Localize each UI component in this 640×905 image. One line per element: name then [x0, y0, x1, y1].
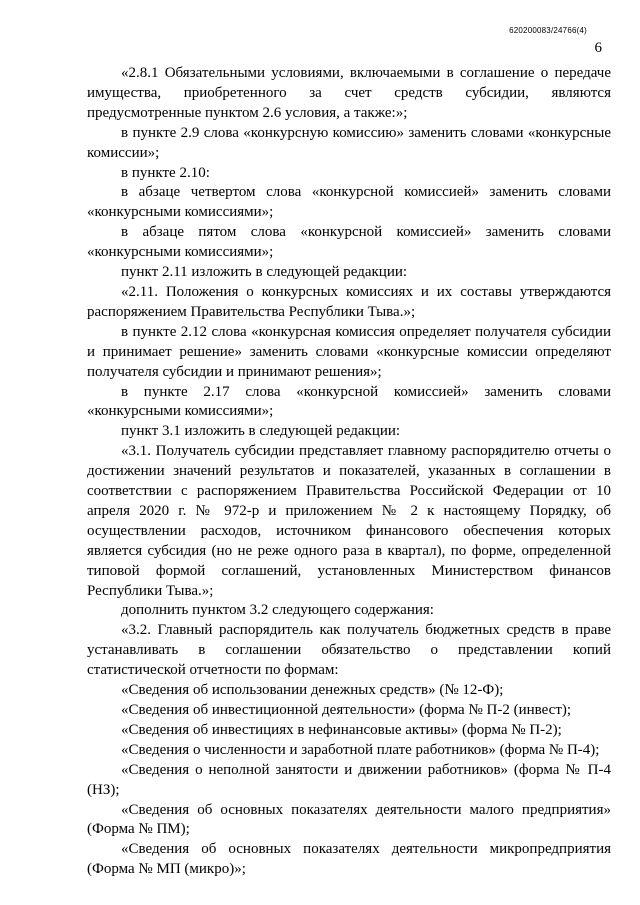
- paragraph: «3.1. Получатель субсидии представляет главному распорядителю отчеты о достижении значений результатов и показателей, указанных в соглашении в соответствии с распоряжением Правительства Российской Федерации от 10 апреля 2020 г. № 972-р и приложением № 2 к настоящему Порядку, об осуществлении расходов, источником финансового обеспечения которых является субсидия (но не реже одного раза в квартал), по форме, определенной типовой формой соглашений, установленных Министерством финансов Республики Тыва.»;: [87, 443, 611, 599]
- paragraph: пункт 2.11 изложить в следующей редакции:: [121, 264, 408, 281]
- paragraph: «Сведения об инвестициях в нефинансовые активы» (форма № П-2);: [121, 721, 562, 738]
- paragraph: «Сведения о численности и заработной плате работников» (форма № П-4);: [121, 741, 600, 758]
- paragraph: «2.8.1 Обязательными условиями, включаемыми в соглашение о передаче имущества, приобретенного за счет средств субсидии, являются предусмотренные пунктом 2.6 условия, а также:»;: [87, 65, 611, 121]
- paragraph: пункт 3.1 изложить в следующей редакции:: [121, 423, 401, 440]
- paragraph: в пункте 2.10:: [121, 164, 210, 181]
- paragraph: «2.11. Положения о конкурсных комиссиях и их составы утверждаются распоряжением Правительства Республики Тыва.»;: [87, 283, 611, 320]
- paragraph: в абзаце четвертом слова «конкурсной комиссией» заменить словами «конкурсными комиссиями»;: [87, 184, 611, 221]
- paragraph: дополнить пунктом 3.2 следующего содержания:: [121, 602, 434, 619]
- paragraph: в пункте 2.17 слова «конкурсной комиссией» заменить словами «конкурсными комиссиями»;: [87, 383, 611, 420]
- paragraph: в пункте 2.9 слова «конкурсную комиссию» заменить словами «конкурсные комиссии»;: [87, 124, 611, 161]
- document-body: [87, 64, 611, 880]
- paragraph: «Сведения об основных показателях деятельности малого предприятия» (Форма № ПМ);: [87, 801, 611, 838]
- page-number: 6: [594, 40, 602, 56]
- paragraph: в пункте 2.12 слова «конкурсная комиссия определяет получателя субсидии и принимает решение» заменить словами «конкурсные комиссии определяют получателя субсидии и принимают решения»;: [87, 323, 611, 380]
- paragraph: «Сведения о неполной занятости и движении работников» (форма № П-4 (НЗ);: [87, 761, 611, 798]
- document-id: 620200083/24766(4): [509, 26, 587, 35]
- paragraph: «Сведения об использовании денежных средств» (№ 12-Ф);: [121, 682, 504, 699]
- paragraph: в абзаце пятом слова «конкурсной комиссией» заменить словами «конкурсными комиссиями»;: [87, 224, 611, 261]
- paragraph: «Сведения об инвестиционной деятельности» (форма № П-2 (инвест);: [121, 702, 572, 718]
- paragraph: «Сведения об основных показателях деятельности микропредприятия (Форма № МП (микро)»;: [87, 841, 611, 878]
- paragraph: «3.2. Главный распорядитель как получатель бюджетных средств в праве устанавливать в соглашении обязательство о представлении копий статистической отчетности по формам:: [87, 622, 611, 679]
